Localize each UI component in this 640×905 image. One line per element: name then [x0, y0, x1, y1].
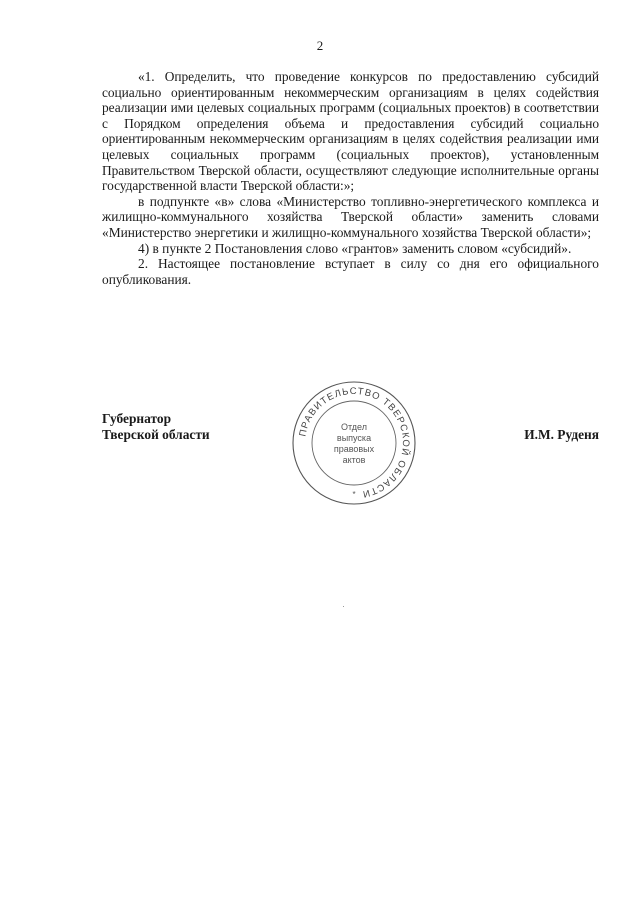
- signatory-title-line1: Губернатор: [102, 411, 172, 426]
- seal-inner-line-1: Отдел: [340, 422, 368, 432]
- paragraph-3: 4) в пункте 2 Постановления слово «грантов» заменить словом «субсидий».: [138, 240, 572, 256]
- signatory-name: И.М. Руденя: [524, 427, 599, 442]
- seal-outer-text: ПРАВИТЕЛЬСТВО ТВЕРСКОЙ ОБЛАСТИ: [297, 385, 412, 500]
- seal-outer-ring: [293, 382, 415, 504]
- seal-inner-line-4: актов: [342, 455, 366, 465]
- document-body: [102, 69, 599, 287]
- signatory-title-line2: Тверской области: [102, 427, 210, 442]
- scan-speck: [343, 606, 344, 607]
- seal-inner-line-3: правовых: [333, 444, 375, 454]
- seal-inner-line-2: выпуска: [336, 433, 372, 443]
- seal-star: *: [352, 490, 356, 499]
- page-number: 2: [316, 38, 324, 53]
- paragraph-1: «1. Определить, что проведение конкурсов по предоставлению субсидий социально ориентированным некоммерческим организациям в целях содействия реализации ими целевых социальных программ (социальных проектов) в соответствии с Порядком определения объема и предоставления субсидий социально ориентированным некоммерческим организациям в целях содействия реализации ими целевых социальных программ (социальных проектов), установленным Правительством Тверской области, осуществляют следующие исполнительные органы государственной власти Тверской области:»;: [102, 69, 599, 194]
- paragraph-4: 2. Настоящее постановление вступает в силу со дня его официального опубликования.: [102, 256, 599, 287]
- signatory-title: [102, 411, 210, 443]
- seal-inner-ring: [312, 401, 396, 485]
- official-seal: [291, 380, 417, 506]
- paragraph-2: в подпункте «в» слова «Министерство топливно-энергетического комплекса и жилищно-коммунального хозяйства Тверской области» заменить словами «Министерство энергетики и жилищно-коммунального хозяйства Тверской области»;: [102, 193, 599, 240]
